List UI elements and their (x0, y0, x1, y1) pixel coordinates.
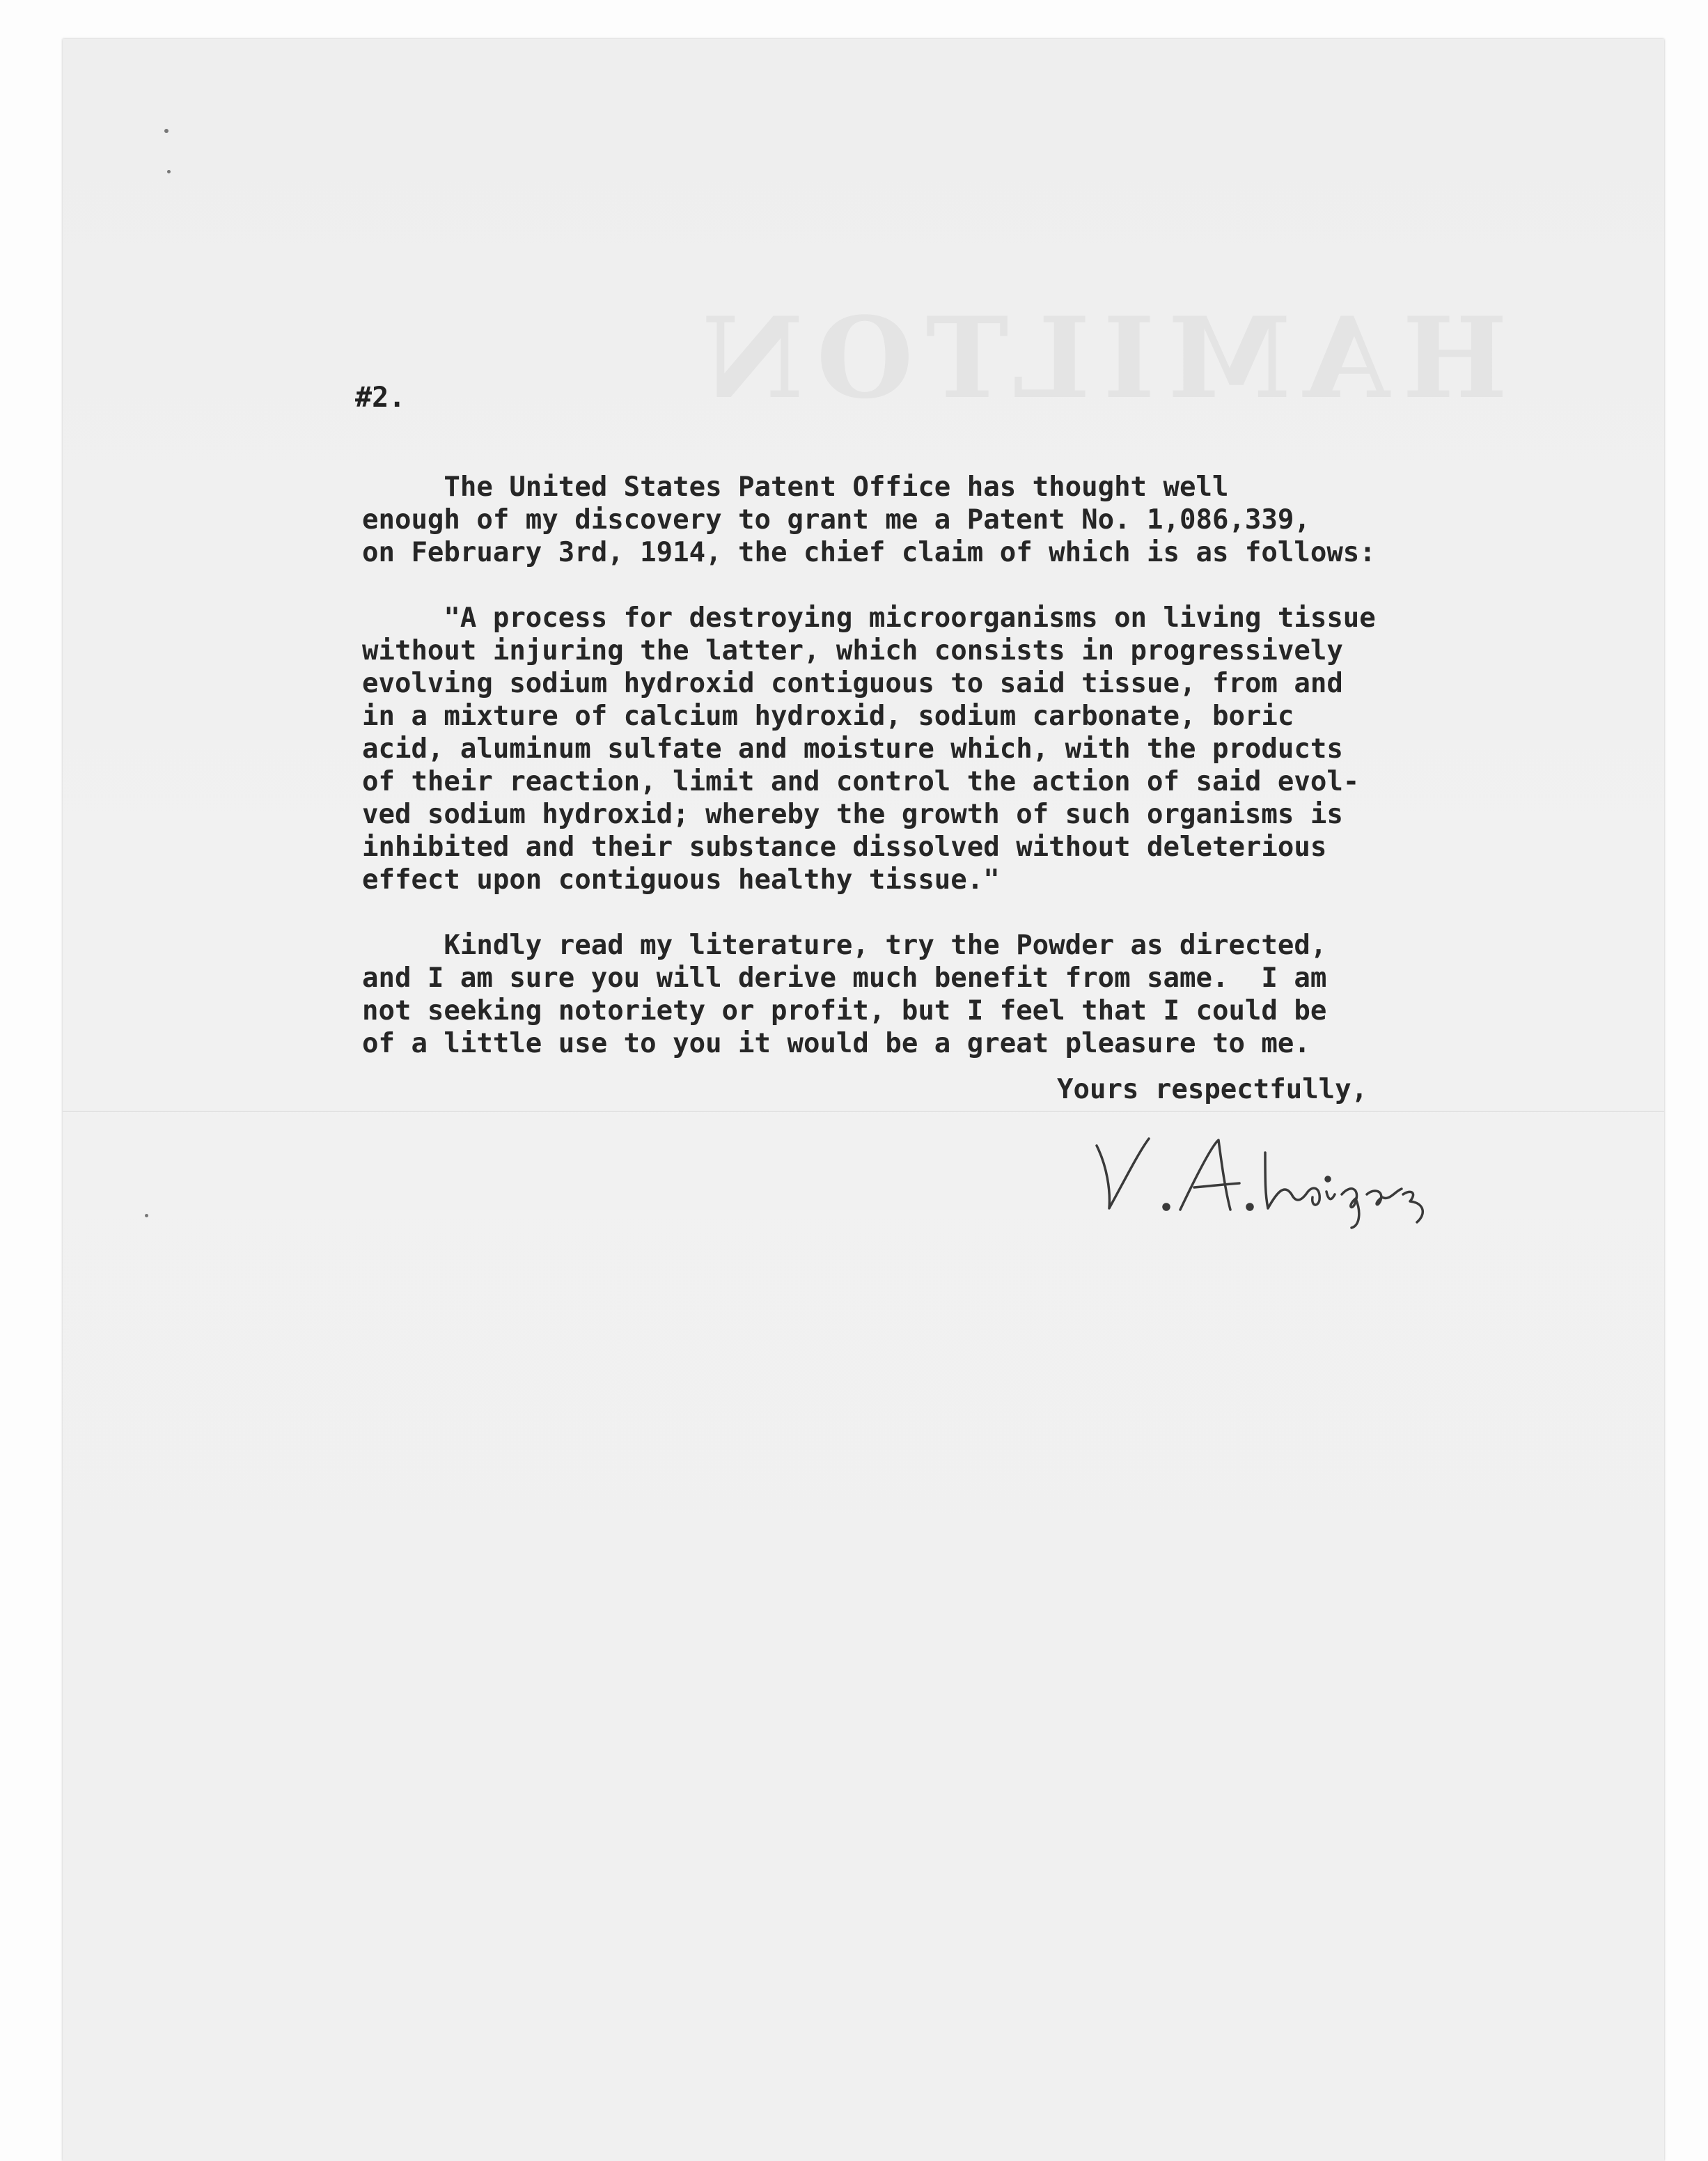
text-line: "A process for destroying microorganisms on living tissue (362, 602, 1376, 634)
text-line: on February 3rd, 1914, the chief claim of which is as follows: (362, 537, 1376, 568)
text-line: evolving sodium hydroxid contiguous to said tissue, from and (362, 668, 1343, 699)
text-line: Kindly read my literature, try the Powder as directed, (362, 930, 1327, 961)
paragraph-patent-claim (362, 602, 1588, 896)
paper-fold-line (63, 1111, 1664, 1113)
text-line: in a mixture of calcium hydroxid, sodium carbonate, boric (362, 701, 1294, 732)
text-line: of their reaction, limit and control the action of said evol- (362, 766, 1360, 797)
letter-body (362, 471, 1588, 1060)
text-line: enough of my discovery to grant me a Patent No. 1,086,339, (362, 504, 1310, 536)
text-line: inhibited and their substance dissolved without deleterious (362, 832, 1327, 863)
bleed-through-watermark (689, 292, 1507, 423)
text-line: ved sodium hydroxid; whereby the growth of such organisms is (362, 799, 1343, 830)
paragraph-patent-intro (362, 471, 1588, 569)
dust-speck (145, 1214, 148, 1217)
handwritten-signature (1083, 1125, 1431, 1229)
dust-speck (164, 129, 169, 133)
text-line: and I am sure you will derive much benefit from same. I am (362, 962, 1327, 994)
text-line: effect upon contiguous healthy tissue." (362, 864, 1000, 896)
text-line: acid, aluminum sulfate and moisture which, with the products (362, 733, 1343, 765)
text-line: not seeking notoriety or profit, but I feel that I could be (362, 995, 1327, 1027)
dust-speck (167, 170, 171, 173)
text-line: of a little use to you it would be a great pleasure to me. (362, 1028, 1310, 1059)
paragraph-request (362, 929, 1588, 1060)
text-line: without injuring the latter, which consists in progressively (362, 635, 1343, 666)
closing-salutation: Yours respectfully, (1057, 1074, 1368, 1105)
text-line: The United States Patent Office has thought well (362, 471, 1229, 503)
page-number: #2. (355, 382, 406, 414)
